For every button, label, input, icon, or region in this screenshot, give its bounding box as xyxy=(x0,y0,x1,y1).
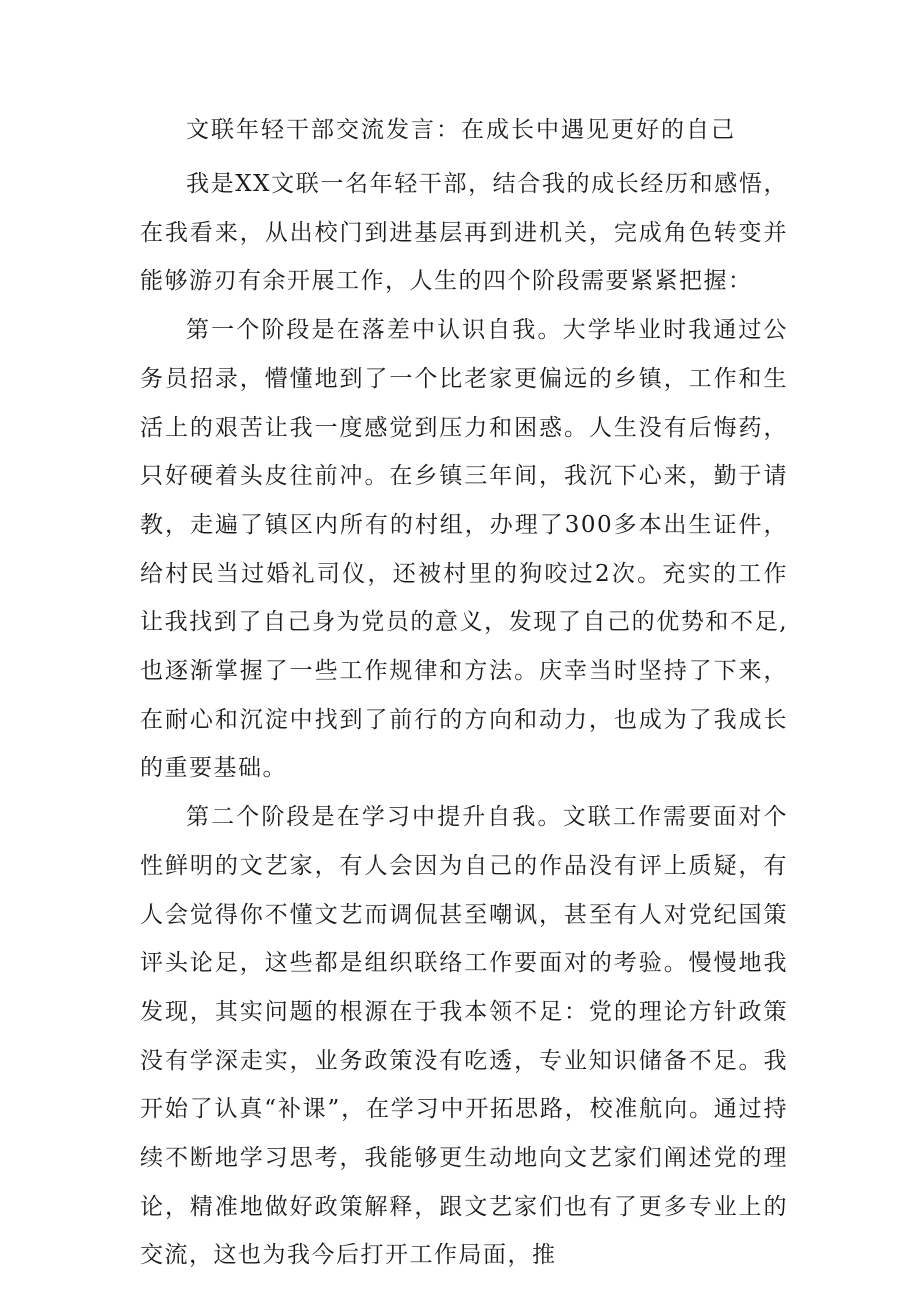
paragraph-intro: 我是XX文联一名年轻干部，结合我的成长经历和感悟，在我看来，从出校门到进基层再到进机关，完成角色转变并能够游刃有余开展工作，人生的四个阶段需要紧紧把握： xyxy=(140,171,788,295)
paragraph-stage-one: 第一个阶段是在落差中认识自我。大学毕业时我通过公务员招录，懵懂地到了一个比老家更偏远的乡镇，工作和生活上的艰苦让我一度感觉到压力和困惑。人生没有后悔药，只好硬着头皮往前冲。在乡镇三年间，我沉下心来，勤于请教，走遍了镇区内所有的村组，办理了300多本出生证件，给村民当过婚礼司仪，还被村里的狗咬过2次。充实的工作让我找到了自己身为党员的意义，发现了自己的优势和不足,也逐渐掌握了一些工作规律和方法。庆幸当时坚持了下来，在耐心和沉淀中找到了前行的方向和动力，也成为了我成长的重要基础。 xyxy=(140,317,788,782)
document-title: 文联年轻干部交流发言：在成长中遇见更好的自己 xyxy=(186,117,736,143)
document-body xyxy=(140,160,788,1280)
paragraph-stage-two: 第二个阶段是在学习中提升自我。文联工作需要面对个性鲜明的文艺家，有人会因为自己的作品没有评上质疑，有人会觉得你不懂文艺而调侃甚至嘲讽，甚至有人对党纪国策评头论足，这些都是组织联络工作要面对的考验。慢慢地我发现，其实问题的根源在于我本领不足：党的理论方针政策没有学深走实，业务政策没有吃透，专业知识储备不足。我开始了认真“补课”，在学习中开拓思路，校准航向。通过持续不断地学习思考，我能够更生动地向文艺家们阐述党的理论，精准地做好政策解释，跟文艺家们也有了更多专业上的交流，这也为我今后打开工作局面，推 xyxy=(140,804,788,1269)
